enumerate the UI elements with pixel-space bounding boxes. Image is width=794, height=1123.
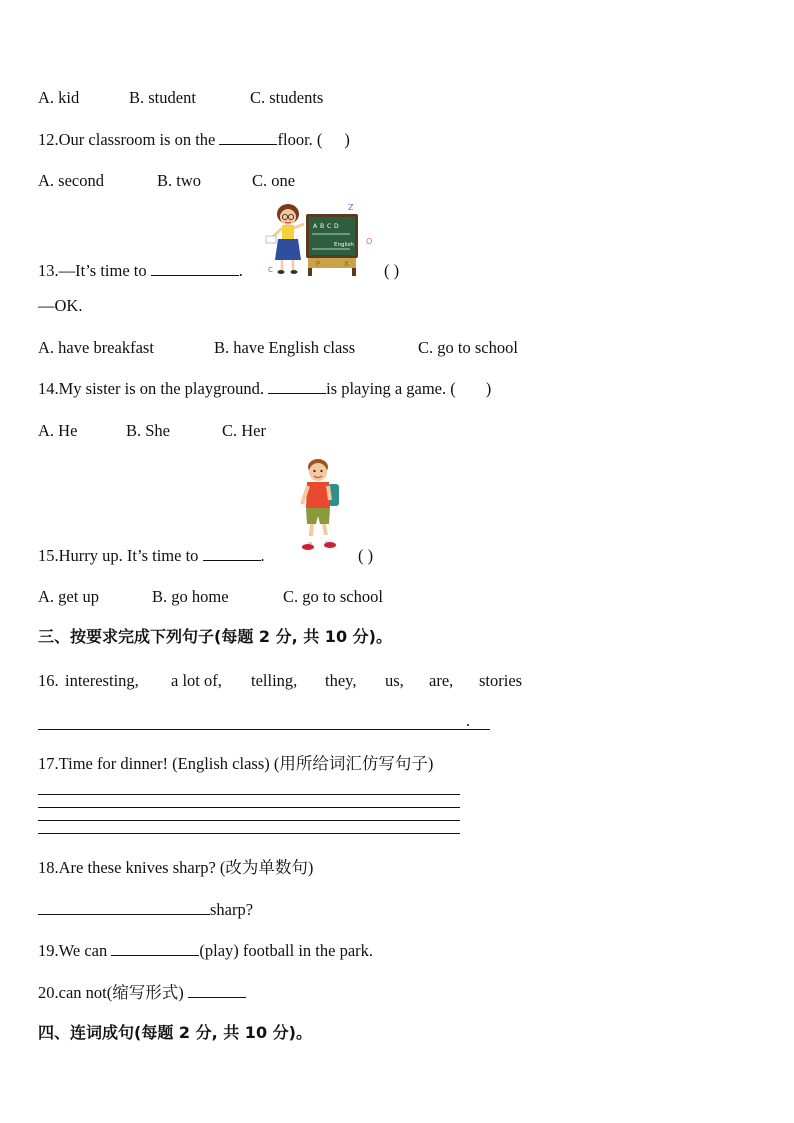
q20-blank[interactable] [188,983,246,998]
svg-text:C: C [268,266,273,274]
q13-paren[interactable]: ( ) [384,261,400,280]
board-letter-b: B [320,223,325,230]
q16-answer-line[interactable] [38,729,490,730]
q16-word: interesting, [65,671,139,690]
q11-option-c: C. students [250,88,324,107]
section-4-heading: 四、连词成句(每题 2 分, 共 10 分)。 [38,1023,312,1042]
q14-text-after: is playing a game. ( [326,379,456,398]
board-letter-a: A [313,223,318,230]
q12-paren-close: ) [344,130,350,149]
q14-option-b: B. She [126,421,171,440]
q19-text-before: We can [58,941,112,960]
q12-blank[interactable] [219,130,277,145]
question-15 [38,546,374,566]
q12-option-a: A. second [38,171,104,190]
question-17 [38,754,433,774]
svg-text:P: P [316,260,321,268]
q15-option-a: A. get up [38,587,99,606]
q14-blank[interactable] [268,379,326,394]
q15-option-b: B. go home [152,587,229,606]
question-12 [38,130,350,150]
teacher-blackboard-illustration [264,200,376,278]
q13-option-c: C. go to school [418,338,518,357]
q16-word: telling, [251,671,298,690]
q11-option-a: A. kid [38,88,80,107]
q16-word: us, [385,671,404,690]
q15-paren[interactable]: ( ) [358,546,374,565]
q16-number: 16. [38,671,59,690]
q12-number: 12. [38,130,59,149]
q13-reply: —OK. [38,296,83,315]
q15-option-c: C. go to school [283,587,383,606]
question-19 [38,941,373,961]
q18-answer-suffix: sharp? [210,900,254,919]
q19-number: 19. [38,941,59,960]
q18-number: 18. [38,858,59,877]
q16-word: they, [325,671,357,690]
q20-text: can not(缩写形式) [58,983,188,1002]
q18-blank[interactable] [38,900,210,915]
svg-text:X: X [344,260,349,268]
schoolboy-icon [294,458,346,558]
svg-text:Z: Z [348,203,354,212]
q17-text: Time for dinner! (English class) (用所给词汇仿写句子) [58,754,434,773]
question-18 [38,858,313,878]
q17-answer-line[interactable] [38,794,460,795]
q12-option-c: C. one [252,171,296,190]
q18-answer [38,900,253,920]
q15-number: 15. [38,546,59,565]
question-16 [38,671,523,691]
svg-text:O: O [366,237,373,246]
q13-text-before: —It’s time to [58,261,151,280]
q16-end-period: . [466,711,471,730]
q17-answer-line[interactable] [38,820,460,821]
q15-blank[interactable] [203,546,261,561]
q14-paren-close: ) [485,379,492,398]
q19-blank[interactable] [111,941,199,956]
question-13 [38,261,400,281]
board-letter-d: D [334,223,339,230]
q14-option-a: A. He [38,421,78,440]
section-3-heading: 三、按要求完成下列句子(每题 2 分, 共 10 分)。 [38,627,392,646]
q18-text: Are these knives sharp? (改为单数句) [58,858,314,877]
board-word: English [334,242,354,248]
q12-option-b: B. two [157,171,202,190]
teacher-icon [264,200,376,278]
q13-text-after: . [238,261,243,280]
q17-number: 17. [38,754,59,773]
q16-word: are, [429,671,454,690]
q15-text-after: . [260,546,265,565]
schoolboy-illustration [294,458,346,558]
q12-text-before: Our classroom is on the [58,130,220,149]
q12-text-after: floor. ( [277,130,323,149]
q13-option-b: B. have English class [214,338,356,357]
q13-blank[interactable] [151,261,239,276]
q17-answer-line[interactable] [38,807,460,808]
question-14 [38,379,491,399]
q16-word: stories [479,671,523,690]
board-letter-c: C [327,223,332,230]
q13-number: 13. [38,261,59,280]
q14-number: 14. [38,379,59,398]
q17-answer-line[interactable] [38,833,460,834]
q19-text-after: (play) football in the park. [199,941,374,960]
q11-option-b: B. student [129,88,196,107]
q14-option-c: C. Her [222,421,266,440]
q14-text-before: My sister is on the playground. [58,379,269,398]
question-20 [38,983,246,1003]
q13-option-a: A. have breakfast [38,338,154,357]
q15-text-before: Hurry up. It’s time to [58,546,203,565]
q16-word: a lot of, [171,671,222,690]
q20-number: 20. [38,983,59,1002]
